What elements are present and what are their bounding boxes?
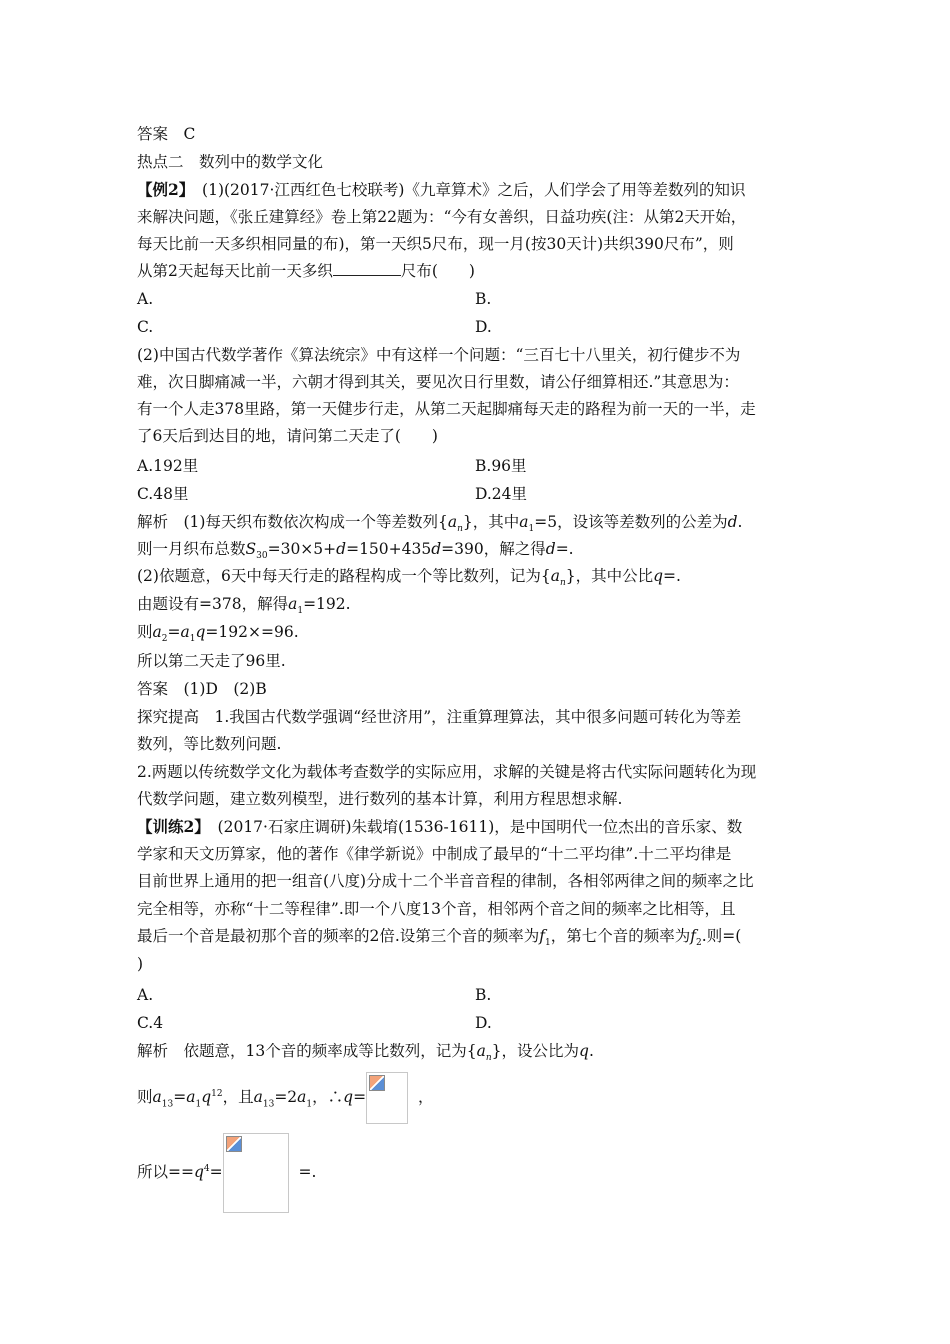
solution-line4: 由题设有=378，解得$a_1=192$. — [137, 595, 351, 617]
option-b: B. — [475, 986, 492, 1004]
explore-line4: 代数学问题，建立数列模型，进行数列的基本计算，利用方程思想求解. — [137, 790, 623, 808]
explore-line2: 数列，等比数列问题. — [137, 735, 282, 753]
broken-image-icon — [366, 1072, 408, 1124]
option-a: A. — [137, 986, 154, 1004]
solution-line2: 则一月织布总数$S_{30}=30\times 5+d=150+435d=390$，解之得d=. — [137, 540, 574, 562]
broken-image-icon — [223, 1133, 289, 1213]
solution2-line1: 解析 依题意，13个音的频率成等比数列，记为$\{a_n\}$，设公比为q. — [137, 1042, 594, 1064]
solution-line1: 解析 (1)每天织布数依次构成一个等差数列$\{a_n\}$，其中$a_1=5$，设该等差数列的公差为d. — [137, 513, 743, 535]
solution-line3: (2)依题意，6天中每天行走的路程构成一个等比数列，记为$\{a_n\}$，其中公比q=. — [137, 567, 681, 589]
training-line2: 学家和天文历算家，他的著作《律学新说》中制成了最早的“十二平均律”.十二平均律是 — [137, 845, 732, 863]
solution-line6: 所以第二天走了96里. — [137, 652, 286, 670]
question2-line4: 了6天后到达目的地，请问第二天走了( ) — [137, 427, 438, 445]
answer-blank — [333, 261, 401, 276]
example2-line2: 来解决问题，《张丘建算经》卷上第22题为：“今有女善织，日益功疾(注：从第2天开始， — [137, 208, 747, 226]
solution2-line2: 则$a_{13}=a_1q^{12}$，且$a_{13}=2a_1$，∴q= ， — [137, 1066, 433, 1132]
option-c: C.48里 — [137, 485, 189, 503]
solution-line5: 则$a_2=a_1q=192\times=96$. — [137, 623, 299, 645]
training-line6: ) — [137, 955, 144, 973]
explore-line3: 2.两题以传统数学文化为载体考查数学的实际应用，求解的关键是将古代实际问题转化为现 — [137, 763, 757, 781]
option-c: C. — [137, 318, 154, 336]
example2-line4: 从第2天起每天比前一天多织 尺布( ) — [137, 262, 475, 280]
training-line1: 【训练2】 (2017·石家庄调研)朱载堉(1536-1611)，是中国明代一位杰出的音乐家、数 — [137, 817, 743, 836]
question2-line1: (2)中国古代数学著作《算法统宗》中有这样一个问题：“三百七十八里关，初行健步不为 — [137, 346, 741, 364]
question2-line2: 难，次日脚痛减一半，六朝才得到其关，要见次日行里数，请公仔细算相还.”其意思为： — [137, 373, 739, 391]
option-a: A.192里 — [137, 457, 199, 475]
option-d: D.24里 — [475, 485, 528, 503]
section-title: 热点二 数列中的数学文化 — [137, 153, 324, 171]
option-b: B. — [475, 290, 492, 308]
example2-line3: 每天比前一天多织相同量的布)，第一天织5尺布，现一月(按30天计)共织390尺布”，则 — [137, 235, 734, 253]
option-a: A. — [137, 290, 154, 308]
training-line5: 最后一个音是最初那个音的频率的2倍.设第三个音的频率为$f_1$，第七个音的频率为$f_2$.则=( — [137, 927, 742, 949]
question2-line3: 有一个人走378里路，第一天健步行走，从第二天起脚痛每天走的路程为前一天的一半，走 — [137, 400, 756, 418]
training-line4: 完全相等，亦称“十二等程律”.即一个八度13个音，相邻两个音之间的频率之比相等，且 — [137, 900, 736, 918]
example2-line1: 【例2】 (1)(2017·江西红色七校联考)《九章算术》之后，人们学会了用等差数列的知识 — [137, 180, 746, 199]
option-c: C.4 — [137, 1014, 164, 1032]
option-d: D. — [475, 318, 492, 336]
option-b: B.96里 — [475, 457, 527, 475]
answer-line: 答案 (1)D (2)B — [137, 680, 267, 698]
explore-line1: 探究提高 1.我国古代数学强调“经世济用”，注重算理算法，其中很多问题可转化为等差 — [137, 708, 742, 726]
training-line3: 目前世界上通用的把一组音(八度)分成十二个半音音程的律制，各相邻两律之间的频率之比 — [137, 872, 754, 890]
option-d: D. — [475, 1014, 492, 1032]
answer-prev: 答案 C — [137, 125, 196, 143]
solution2-line3: 所以$==q^4=$ =. — [137, 1128, 316, 1213]
